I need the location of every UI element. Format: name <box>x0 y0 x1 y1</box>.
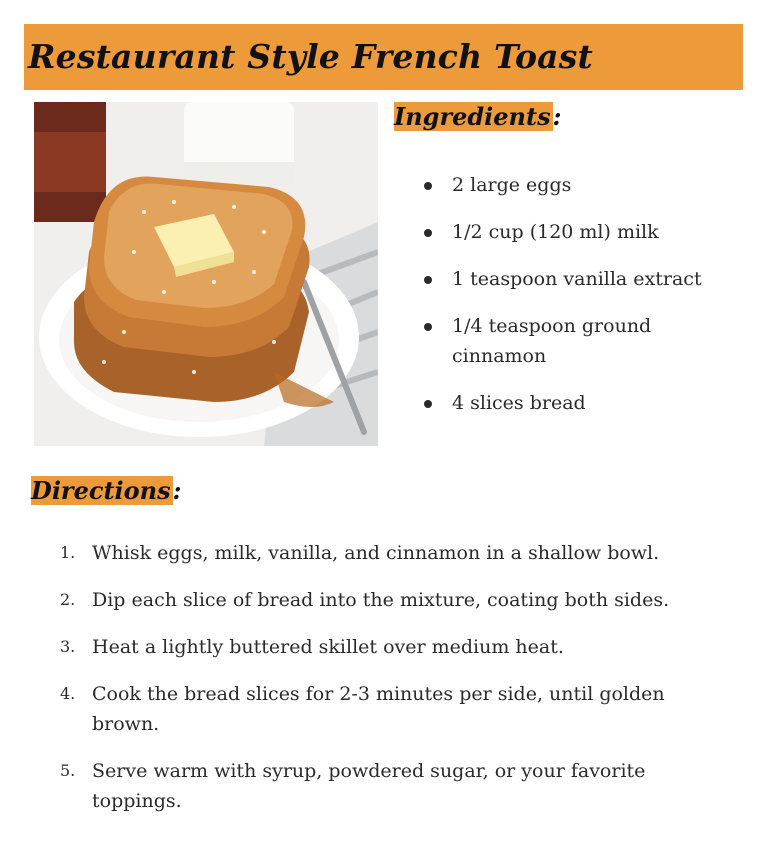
list-item <box>54 538 734 568</box>
list-item <box>54 756 734 816</box>
list-item <box>420 170 740 200</box>
step-text: Whisk eggs, milk, vanilla, and cinnamon in a shallow bowl. <box>92 542 660 564</box>
ingredient-text: 1 teaspoon vanilla extract <box>452 268 702 290</box>
directions-list <box>54 538 734 833</box>
directions-heading-label: Directions <box>31 476 171 505</box>
step-number: 5. <box>60 761 76 780</box>
page-title: Restaurant Style French Toast <box>28 37 593 76</box>
french-toast-image <box>34 102 378 446</box>
ingredient-text: 2 large eggs <box>452 174 572 196</box>
ingredient-text: 1/4 teaspoon ground cinnamon <box>452 315 652 367</box>
list-item <box>54 632 734 662</box>
ingredients-heading <box>394 100 561 134</box>
ingredients-list <box>420 170 740 435</box>
bullet-icon <box>424 182 432 190</box>
step-text: Serve warm with syrup, powdered sugar, or your favorite toppings. <box>92 760 646 812</box>
list-item <box>420 311 740 371</box>
step-number: 2. <box>60 590 76 609</box>
list-item <box>54 679 734 739</box>
ingredient-text: 4 slices bread <box>452 392 586 414</box>
bullet-icon <box>424 323 432 331</box>
list-item <box>54 585 734 615</box>
bullet-icon <box>424 276 432 284</box>
directions-heading-colon: : <box>172 476 182 505</box>
ingredient-text: 1/2 cup (120 ml) milk <box>452 221 659 243</box>
directions-heading <box>31 474 182 508</box>
list-item <box>420 217 740 247</box>
ingredients-heading-colon: : <box>552 102 562 131</box>
title-banner <box>24 24 743 90</box>
step-number: 4. <box>60 684 76 703</box>
step-text: Cook the bread slices for 2-3 minutes per side, until golden brown. <box>92 683 665 735</box>
step-number: 1. <box>60 543 76 562</box>
bullet-icon <box>424 400 432 408</box>
list-item <box>420 388 740 418</box>
step-text: Dip each slice of bread into the mixture, coating both sides. <box>92 589 670 611</box>
step-number: 3. <box>60 637 76 656</box>
ingredients-heading-label: Ingredients <box>394 102 551 131</box>
list-item <box>420 264 740 294</box>
step-text: Heat a lightly buttered skillet over medium heat. <box>92 636 564 658</box>
bullet-icon <box>424 229 432 237</box>
french-toast-photo <box>34 102 378 446</box>
